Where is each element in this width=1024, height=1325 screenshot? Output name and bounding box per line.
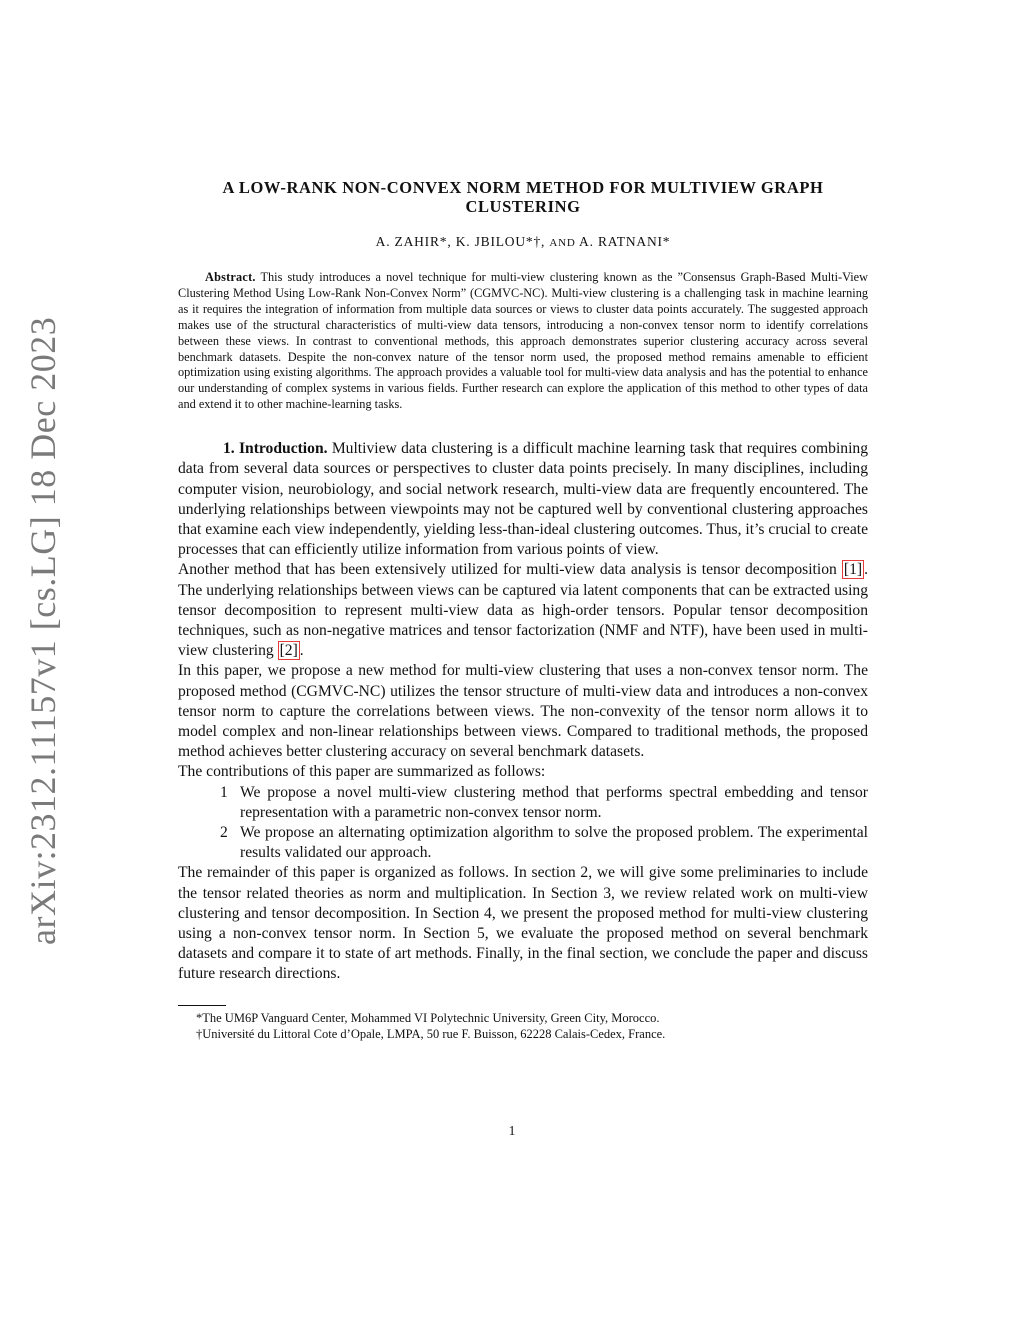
paper-page: [178, 178, 868, 1043]
footnote-affiliation-1: *The UM6P Vanguard Center, Mohammed VI Polytechnic University, Green City, Morocco.: [196, 1010, 660, 1025]
introduction-section: [178, 439, 868, 984]
arxiv-identifier-stamp: arXiv:2312.11157v1 [cs.LG] 18 Dec 2023: [23, 316, 63, 945]
author-zahir: A. ZAHIR*,: [375, 234, 452, 249]
list-item-text: We propose an alternating optimization algorithm to solve the proposed problem. The experimental results validated our approach.: [240, 824, 868, 862]
paper-title: [178, 178, 868, 216]
page-number: 1: [508, 1123, 516, 1138]
title-line-1: A LOW-RANK NON-CONVEX NORM METHOD FOR MULTIVIEW GRAPH: [222, 178, 824, 197]
list-item-text: We propose a novel multi-view clustering method that performs spectral embedding and tensor representation with a parametric non-convex tensor norm.: [240, 783, 868, 821]
section-heading: 1. Introduction.: [223, 440, 328, 458]
abstract-text: This study introduces a novel technique for multi-view clustering known as the ”Consensus Graph-Based Multi-View Clustering Method Using Low-Rank Non-Convex Norm” (CGMVC-NC). Multi-view clustering is a challenging task in machine learning as it requires the integration of information from multiple data sources or views to cluster data points accurately. The suggested approach makes use of the structural characteristics of multi-view data tensors, introducing a non-convex tensor norm to identify correlations between these views. In contrast to conventional methods, this approach demonstrates superior clustering accuracy across several benchmark datasets. Despite the non-convex nature of the tensor norm used, the proposed method remains amenable to efficient optimization using existing algorithms. The approach provides a valuable tool for multi-view data analysis and has the potential to enhance our understanding of complex systems in various fields. Further research can explore the application of this method to other types of data and extend it to other machine-learning tasks.: [178, 270, 868, 412]
author-and: AND: [549, 237, 576, 249]
abstract-label: Abstract.: [205, 270, 256, 284]
intro-paragraph-3: In this paper, we propose a new method for multi-view clustering that uses a non-convex tensor norm. The proposed method (CGMVC-NC) utilizes the tensor structure of multi-view data and introduces a non-convex tensor norm to capture the correlations between views. The non-convexity of the tensor norm allows it to model complex and non-linear relationships between views. Compared to traditional methods, the proposed method achieves better clustering accuracy on several benchmark datasets.: [178, 662, 868, 761]
list-item-number: 1: [220, 783, 228, 801]
intro-paragraph-2: Another method that has been extensively utilized for multi-view data analysis is tensor decomposition [1] . The underlying relationships between views can be captured via latent components that can be extracted using tensor decomposition to represent multi-view data as high-order tensors. Popular tensor decomposition techniques, such as non-negative matrices and tensor factorization (NMF and NTF), have been used in multi-view clustering [2] .: [178, 561, 868, 660]
author-list: [178, 234, 868, 250]
footnote-divider: [178, 1005, 226, 1006]
citation-link-2[interactable]: [2]: [279, 642, 298, 660]
author-ratnani: A. RATNANI*: [579, 234, 671, 249]
title-line-2: CLUSTERING: [465, 197, 581, 216]
footnotes: [178, 1010, 868, 1043]
intro-paragraph-4: The contributions of this paper are summarized as follows:: [178, 763, 546, 781]
list-item-number: 2: [220, 824, 228, 842]
footnote-affiliation-2: †Université du Littoral Cote d’Opale, LMPA, 50 rue F. Buisson, 62228 Calais-Cedex, France.: [196, 1027, 666, 1042]
intro-paragraph-5: The remainder of this paper is organized as follows. In section 2, we will give some preliminaries to include the tensor related theories as norm and multiplication. In Section 3, we review related work on multi-view clustering and tensor decomposition. In Section 4, we present the proposed method for multi-view clustering using a non-convex tensor norm. In Section 5, we evaluate the proposed method on several benchmark datasets and compare it to state of art methods. Finally, in the final section, we conclude the paper and discuss future research directions.: [178, 864, 868, 983]
list-item: [220, 783, 868, 823]
list-item: [220, 823, 868, 863]
contribution-list: [178, 783, 868, 864]
author-jbilou: K. JBILOU*†,: [455, 234, 546, 249]
intro-paragraph-1: 1. Introduction. Multiview data clustering is a difficult machine learning task that requires combining data from several data sources or perspectives to cluster data points precisely. In many disciplines, including computer vision, neurobiology, and social network research, multi-view data are frequently encountered. The underlying relationships between viewpoints may not be captured well by conventional clustering approaches that examine each view independently, yielding less-than-ideal clustering outcomes. Thus, it’s crucial to create processes that can efficiently utilize information from various points of view.: [178, 440, 868, 559]
citation-link-1[interactable]: [1]: [843, 561, 863, 579]
abstract: [178, 270, 868, 413]
